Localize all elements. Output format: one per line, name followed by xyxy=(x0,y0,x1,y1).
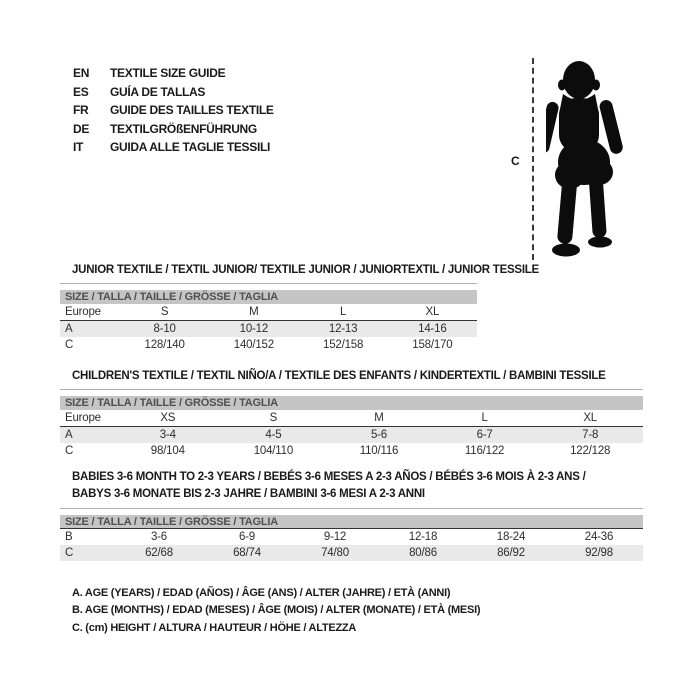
babies-size-table xyxy=(60,508,643,561)
language-row xyxy=(73,120,274,139)
value-cell: 158/170 xyxy=(412,339,453,351)
language-code: EN xyxy=(73,66,90,80)
table-row-height xyxy=(60,443,643,459)
value-cell: 122/128 xyxy=(570,445,611,457)
value-cell: 68/74 xyxy=(233,547,261,559)
value-cell: 24-36 xyxy=(584,531,614,543)
language-code: IT xyxy=(73,140,84,155)
row-label: C xyxy=(65,339,74,351)
size-cell: S xyxy=(160,306,169,318)
value-cell: 6-7 xyxy=(476,429,493,441)
table-row-age xyxy=(60,321,477,337)
language-label: TEXTILGRÖßENFÜHRUNG xyxy=(110,121,257,136)
value-cell: 8-10 xyxy=(153,323,176,335)
table-row-height xyxy=(60,337,477,353)
value-cell: 14-16 xyxy=(418,323,447,335)
language-row xyxy=(73,83,274,102)
size-cell: XS xyxy=(160,412,176,424)
value-cell: 92/98 xyxy=(585,547,613,559)
baby-figure xyxy=(505,52,640,267)
size-cell: M xyxy=(374,412,384,424)
size-cell: XL xyxy=(583,412,597,424)
value-cell: 4-5 xyxy=(265,429,282,441)
row-label: A xyxy=(65,429,73,441)
row-label: C xyxy=(65,547,74,559)
value-cell: 3-4 xyxy=(159,429,176,441)
section-title-babies-line2: BABYS 3-6 MONATE BIS 2-3 JAHRE / BAMBINI 3-6 MESI A 2-3 ANNI xyxy=(72,488,425,500)
value-cell: 74/80 xyxy=(321,547,349,559)
value-cell: 116/122 xyxy=(464,445,505,457)
table-row-months xyxy=(60,529,643,545)
row-label: B xyxy=(65,531,73,543)
value-cell: 110/116 xyxy=(359,445,399,457)
baby-silhouette-icon xyxy=(546,56,632,261)
junior-size-table xyxy=(60,283,477,353)
legend-age-months: B. AGE (MONTHS) / EDAD (MESES) / ÂGE (MOIS) / ALTER (MONATE) / ETÀ (MESI) xyxy=(72,604,481,617)
value-cell: 62/68 xyxy=(145,547,173,559)
size-cell: M xyxy=(249,306,259,318)
table-row-age xyxy=(60,427,643,443)
size-cell: S xyxy=(269,412,278,424)
row-label: A xyxy=(65,323,73,335)
value-cell: 9-12 xyxy=(323,531,347,543)
table-row-europe xyxy=(60,304,477,321)
value-cell: 128/140 xyxy=(144,339,185,351)
measurement-legend xyxy=(72,585,480,637)
language-row xyxy=(73,138,274,157)
value-cell: 140/152 xyxy=(233,339,274,351)
height-measure-label: C xyxy=(511,154,520,168)
value-cell: 86/92 xyxy=(497,547,525,559)
row-label: Europe xyxy=(65,306,101,318)
language-list xyxy=(73,64,274,157)
table-header-size: SIZE / TALLA / TAILLE / GRÖSSE / TAGLIA xyxy=(60,396,643,410)
table-row-europe xyxy=(60,410,643,427)
size-cell: XL xyxy=(425,306,440,318)
value-cell: 7-8 xyxy=(582,429,599,441)
table-header-size: SIZE / TALLA / TAILLE / GRÖSSE / TAGLIA xyxy=(60,515,643,529)
value-cell: 12-13 xyxy=(328,323,358,335)
value-cell: 12-18 xyxy=(408,531,438,543)
value-cell: 10-12 xyxy=(239,323,269,335)
table-row-height xyxy=(60,545,643,561)
table-header-size: SIZE / TALLA / TAILLE / GRÖSSE / TAGLIA xyxy=(60,290,477,304)
height-dashed-line xyxy=(532,58,534,260)
language-label: GUIDE DES TAILLES TEXTILE xyxy=(110,103,274,118)
value-cell: 80/86 xyxy=(409,547,437,559)
language-code: ES xyxy=(73,84,89,99)
children-size-table xyxy=(60,389,643,459)
value-cell: 18-24 xyxy=(496,531,526,543)
value-cell: 6-9 xyxy=(238,531,256,543)
legend-height-cm: C. (cm) HEIGHT / ALTURA / HAUTEUR / HÖHE / ALTEZZA xyxy=(72,621,357,634)
legend-age-years: A. AGE (YEARS) / EDAD (AÑOS) / ÂGE (ANS) / ALTER (JAHRE) / ETÀ (ANNI) xyxy=(72,587,451,599)
row-label: C xyxy=(65,445,74,457)
row-label: Europe xyxy=(65,412,101,424)
value-cell: 5-6 xyxy=(370,429,387,441)
size-cell: L xyxy=(340,306,347,318)
value-cell: 3-6 xyxy=(150,531,168,543)
section-title-junior: JUNIOR TEXTILE / TEXTIL JUNIOR/ TEXTILE JUNIOR / JUNIORTEXTIL / JUNIOR TESSILE xyxy=(72,264,539,276)
language-label: TEXTILE SIZE GUIDE xyxy=(110,66,226,80)
section-title-babies-line1: BABIES 3-6 MONTH TO 2-3 YEARS / BEBÉS 3-6 MESES A 2-3 AÑOS / BÉBÉS 3-6 MOIS À 2-3 ANS / xyxy=(72,471,586,483)
language-label: GUÍA DE TALLAS xyxy=(110,84,206,99)
language-label: GUIDA ALLE TAGLIE TESSILI xyxy=(110,140,271,155)
size-cell: L xyxy=(481,412,488,424)
section-title-children: CHILDREN'S TEXTILE / TEXTIL NIÑO/A / TEXTILE DES ENFANTS / KINDERTEXTIL / BAMBINI TESSILE xyxy=(72,370,606,382)
language-row xyxy=(73,64,274,83)
language-code: DE xyxy=(73,121,90,136)
value-cell: 98/104 xyxy=(150,445,185,457)
language-code: FR xyxy=(73,103,89,118)
value-cell: 104/110 xyxy=(253,445,294,457)
value-cell: 152/158 xyxy=(323,339,364,351)
language-row xyxy=(73,101,274,120)
